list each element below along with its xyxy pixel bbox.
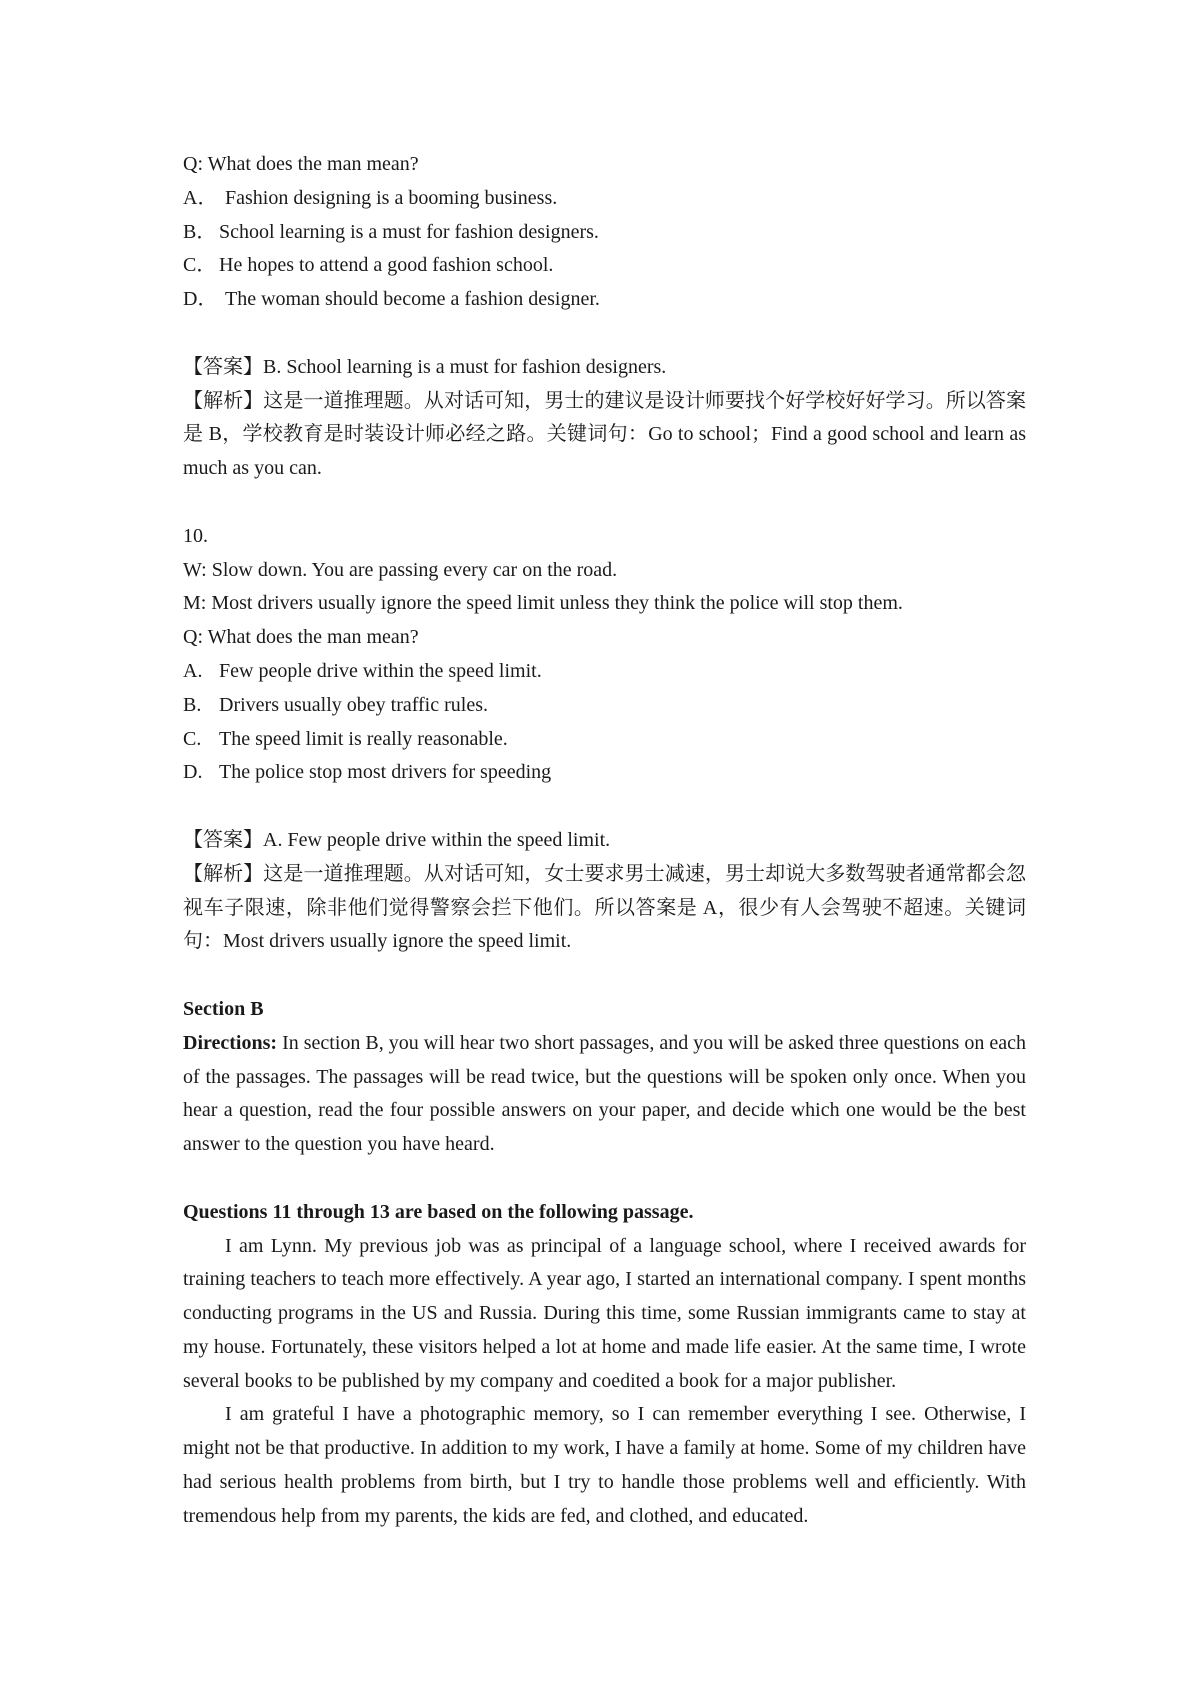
option-text: The speed limit is really reasonable. (219, 727, 508, 750)
option-letter: A． (183, 186, 218, 209)
q9-option-a (183, 182, 1026, 216)
directions-text: In section B, you will hear two short passages, and you will be asked three questions on each of the passages. The passages will be read twice, but the questions will be spoken only once. When you hear a question, read the four possible answers on your paper, and decide which one would be the best answer to the question you have heard. (183, 1031, 1026, 1156)
option-text: He hopes to attend a good fashion school. (219, 254, 554, 277)
document-page (183, 148, 1026, 1534)
option-text: The police stop most drivers for speeding (219, 761, 552, 784)
q10-dialogue-m: M: Most drivers usually ignore the speed limit unless they think the police will stop them. (183, 592, 903, 615)
q10-option-d (183, 756, 1026, 790)
q9-answer: 【答案】B. School learning is a must for fashion designers. (183, 355, 667, 378)
q10-analysis: 【解析】这是一道推理题。从对话可知，女士要求男士减速，男士却说大多数驾驶者通常都会忽视车子限速，除非他们觉得警察会拦下他们。所以答案是 A，很少有人会驾驶不超速。关键词句：Most drivers usually ignore the speed limit. (183, 862, 1026, 953)
section-b-directions (183, 1027, 1026, 1162)
q10-option-c (183, 723, 1026, 757)
option-letter: B． (183, 220, 217, 243)
section-b-heading: Section B (183, 997, 264, 1020)
option-letter: C． (183, 254, 217, 277)
option-letter: B. (183, 693, 202, 716)
option-text: Fashion designing is a booming business. (225, 186, 558, 209)
passage-paragraph-1: I am Lynn. My previous job was as principal of a language school, where I received awards for training teachers to teach more effectively. A year ago, I started an international company. I spent months conducting programs in the US and Russia. During this time, some Russian immigrants came to stay at my house. Fortunately, these visitors helped a lot at home and made life easier. At the same time, I wrote several books to be published by my company and coedited a book for a major publisher. (183, 1234, 1026, 1392)
q9-option-d (183, 283, 1026, 317)
option-text: The woman should become a fashion designer. (225, 288, 600, 311)
q10-number: 10. (183, 524, 208, 547)
directions-label: Directions: (183, 1031, 278, 1054)
option-text: Few people drive within the speed limit. (219, 659, 542, 682)
option-letter: C. (183, 727, 202, 750)
q10-question: Q: What does the man mean? (183, 626, 419, 649)
passage-paragraph-2: I am grateful I have a photographic memory, so I can remember everything I see. Otherwise, I might not be that productive. In addition to my work, I have a family at home. Some of my children have had serious health problems from birth, but I try to handle those problems well and efficiently. With tremendous help from my parents, the kids are fed, and clothed, and educated. (183, 1403, 1026, 1527)
option-letter: D. (183, 761, 203, 784)
q10-dialogue-w: W: Slow down. You are passing every car on the road. (183, 558, 618, 581)
q9-option-b (183, 216, 1026, 250)
option-text: School learning is a must for fashion designers. (219, 220, 599, 243)
option-letter: D． (183, 288, 218, 311)
q9-analysis: 【解析】这是一道推理题。从对话可知，男士的建议是设计师要找个好学校好好学习。所以答案是 B，学校教育是时装设计师必经之路。关键词句：Go to school；Find a good school and learn as much as you can. (183, 389, 1026, 480)
q10-answer: 【答案】A. Few people drive within the speed limit. (183, 828, 611, 851)
q9-question: Q: What does the man mean? (183, 153, 419, 175)
passage-heading: Questions 11 through 13 are based on the following passage. (183, 1200, 694, 1223)
q10-option-b (183, 689, 1026, 723)
option-letter: A. (183, 659, 203, 682)
q10-option-a (183, 655, 1026, 689)
q9-option-c (183, 249, 1026, 283)
option-text: Drivers usually obey traffic rules. (219, 693, 488, 716)
